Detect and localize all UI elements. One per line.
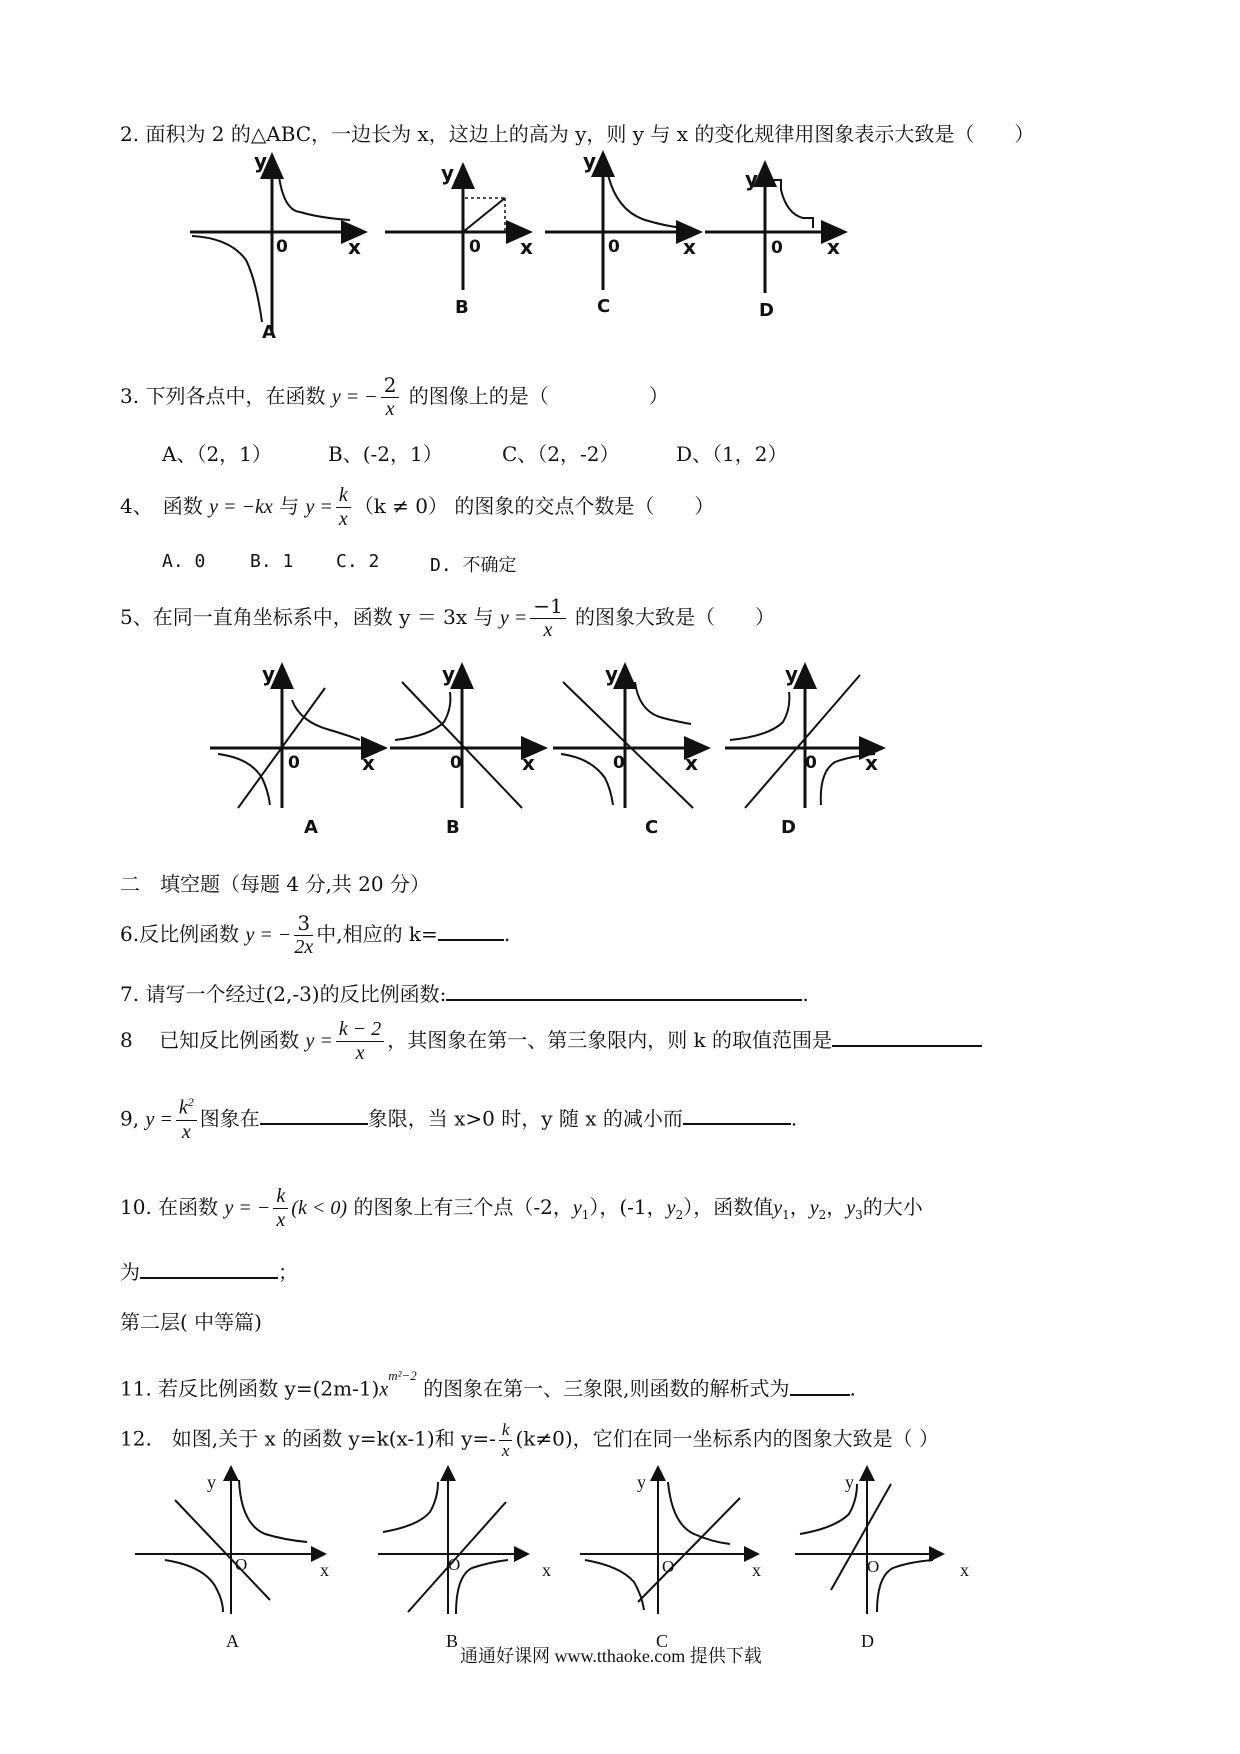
graph-label: A xyxy=(226,1631,239,1651)
curve-quadrant-2 xyxy=(730,692,789,740)
q5-graph-d xyxy=(725,660,890,838)
x-axis-label: x xyxy=(865,751,878,775)
origin-label: 0 xyxy=(450,753,462,773)
question-10: 10. 在函数 y = − $\frac{k}{x}$ (k < 0) 的图象上有三个点（-2，$y_1$），(-1，$y_2$），函数值$y_1$，$y_2$，$y_3$的大小 xyxy=(120,1185,923,1231)
question-4-condition: （k ≠ 0） xyxy=(353,494,449,518)
question-6-fraction: $\frac{3}{2x}$ xyxy=(294,911,314,958)
question-10-condition: (k < 0) xyxy=(291,1197,347,1219)
question-11: 11. 若反比例函数 $y=(2m-1)x^{m^2-2}$ 的图象在第一、三象限,则函数的解析式为 . xyxy=(120,1368,856,1401)
x-axis-label: x xyxy=(362,751,375,775)
q2-graph-c xyxy=(545,148,705,318)
question-9-mid2: 象限，当 x>0 时，y 随 x 的减小而 xyxy=(367,1106,683,1131)
q4-option-a: A. 0 xyxy=(162,551,206,572)
q2-graph-b xyxy=(385,160,535,320)
question-4-prefix: 4、 函数 xyxy=(120,494,203,518)
answer-blank-quadrant[interactable] xyxy=(260,1122,368,1125)
curve-quadrant-2 xyxy=(383,1482,438,1532)
y-axis-label: y xyxy=(845,1472,854,1492)
x-axis-label: x xyxy=(320,1560,329,1580)
question-3-lhs: y = − xyxy=(331,386,378,408)
y-axis-label: y xyxy=(442,662,456,686)
q12-graph-a xyxy=(135,1462,335,1652)
q12-graph-d xyxy=(795,1462,975,1652)
x-axis-label: x xyxy=(520,235,533,259)
q3-option-c: C、（2，-2） xyxy=(502,442,620,466)
x-axis-label: x xyxy=(827,235,840,259)
question-9-fraction: $\frac{k^2}{x}$ xyxy=(176,1096,197,1144)
origin-label: O xyxy=(448,1555,461,1574)
answer-blank[interactable] xyxy=(140,1276,278,1279)
graph-label: C xyxy=(597,296,611,317)
question-6-lhs: y = − xyxy=(245,924,292,946)
q4-option-c: C. 2 xyxy=(336,551,380,572)
curve-quadrant-3 xyxy=(165,1560,223,1612)
graph-label: D xyxy=(781,817,796,838)
curve-third-quadrant xyxy=(192,236,262,322)
origin-label: 0 xyxy=(288,753,300,773)
answer-blank[interactable] xyxy=(790,1393,850,1396)
graph-label: B xyxy=(455,297,469,318)
question-4-lhs: y = xyxy=(305,496,333,518)
curve xyxy=(607,170,683,228)
question-11-suffix: 的图象在第一、三象限,则函数的解析式为 xyxy=(423,1376,790,1401)
line xyxy=(831,1484,891,1590)
question-10-fraction: $\frac{k}{x}$ xyxy=(273,1185,288,1232)
level-2-heading: 第二层( 中等篇) xyxy=(120,1310,262,1334)
question-7-text: 7. 请写一个经过(2,-3)的反比例函数: xyxy=(120,982,447,1006)
x-axis-label: x xyxy=(960,1560,969,1580)
question-7: 7. 请写一个经过(2,-3)的反比例函数: . xyxy=(120,982,809,1006)
question-8-suffix: ，其图象在第一、第三象限内，则 k 的取值范围是 xyxy=(387,1028,833,1052)
q12-graph-c xyxy=(580,1462,770,1652)
x-axis-label: x xyxy=(542,1560,551,1580)
x-axis-label: x xyxy=(683,235,696,259)
question-10-line-2: 为 ； xyxy=(120,1260,298,1284)
question-4-fraction: $\frac{k}{x}$ xyxy=(336,484,351,531)
question-5-lhs: y = xyxy=(499,607,528,629)
question-9-lhs: y = xyxy=(145,1108,173,1131)
y-axis-label: y xyxy=(262,662,276,686)
question-4-f1: y = −kx xyxy=(209,496,273,518)
y-axis-label: y xyxy=(583,149,597,173)
question-4 xyxy=(120,484,714,531)
y-axis-label: y xyxy=(745,167,759,191)
q5-graph-b xyxy=(390,660,550,838)
curve-quadrant-2 xyxy=(395,692,450,740)
curve-quadrant-3 xyxy=(218,754,270,805)
x-axis-label: x xyxy=(685,751,698,775)
curve-quadrant-3 xyxy=(561,754,613,805)
graph-label: A xyxy=(262,322,276,343)
curve-quadrant-1 xyxy=(635,682,691,724)
curve-quadrant-4 xyxy=(877,1560,933,1612)
y-axis-label: y xyxy=(254,149,268,173)
question-8-lhs: y = xyxy=(305,1030,333,1052)
question-3 xyxy=(120,374,669,421)
q12-graph-b xyxy=(378,1462,558,1652)
graph-label: D xyxy=(861,1631,874,1651)
question-9: 9, y = $\frac{k^2}{x}$ 图象在 象限，当 x>0 时，y 随 x 的减小而 . xyxy=(120,1095,798,1143)
question-10-prefix: 10. 在函数 xyxy=(120,1195,219,1219)
question-5-prefix: 5、在同一直角坐标系中，函数 y ＝ 3x 与 xyxy=(120,605,494,629)
q5-graph-a xyxy=(210,660,390,838)
x-axis-label: x xyxy=(752,1560,761,1580)
question-6: 6.反比例函数 y = − $\frac{3}{2x}$ 中,相应的 k= . xyxy=(120,911,511,958)
q3-option-a: A、（2，1） xyxy=(162,442,272,466)
line xyxy=(175,1500,270,1600)
q4-option-d: D. 不确定 xyxy=(430,555,517,576)
question-5-suffix: 的图象大致是（ ） xyxy=(575,605,776,629)
graph-label: C xyxy=(645,817,659,838)
answer-blank[interactable] xyxy=(832,1044,982,1047)
origin-label: 0 xyxy=(608,237,620,257)
y-axis-label: y xyxy=(785,662,799,686)
graph-label: C xyxy=(656,1631,669,1651)
y-axis-label: y xyxy=(605,662,619,686)
question-6-suffix: 中,相应的 k= xyxy=(316,922,438,946)
question-12-prefix: 12. 如图,关于 x 的函数 y=k(x-1)和 y=- xyxy=(120,1426,496,1451)
question-5-fraction: $\frac{-1}{x}$ xyxy=(530,595,565,642)
question-12-suffix: (k≠0)，它们在同一坐标系内的图象大致是（ ） xyxy=(515,1426,940,1451)
q2-graph-a xyxy=(190,149,370,343)
question-8 xyxy=(120,1018,982,1065)
y-axis-label: y xyxy=(637,1472,646,1492)
answer-blank[interactable] xyxy=(438,938,504,941)
curve-quadrant-1 xyxy=(668,1482,730,1544)
q5-graph-c xyxy=(553,660,713,838)
x-axis-label: x xyxy=(522,751,535,775)
origin-label: 0 xyxy=(276,237,288,257)
question-12-fraction: $\frac{k}{x}$ xyxy=(499,1420,513,1460)
question-5 xyxy=(120,595,775,642)
origin-label: 0 xyxy=(805,753,817,773)
y-axis-label: y xyxy=(441,161,455,185)
answer-blank[interactable] xyxy=(446,998,802,1001)
question-3-prefix: 3. 下列各点中，在函数 xyxy=(120,384,326,408)
question-3-fraction: $\frac{2}{x}$ xyxy=(381,374,400,421)
origin-label: 0 xyxy=(613,753,625,773)
question-4-suffix: 的图象的交点个数是（ ） xyxy=(454,494,715,518)
q4-option-b: B. 1 xyxy=(250,551,294,572)
origin-label: 0 xyxy=(771,238,783,258)
question-2 xyxy=(120,122,1034,146)
diagonal-line xyxy=(463,198,505,232)
x-axis-label: x xyxy=(348,235,361,259)
origin-label: O xyxy=(867,1557,880,1576)
question-12 xyxy=(120,1420,939,1460)
question-11-prefix: 11. 若反比例函数 y=(2m-1) xyxy=(120,1376,380,1401)
origin-label: 0 xyxy=(469,237,481,257)
curve-quadrant-3 xyxy=(585,1560,644,1610)
graph-label: D xyxy=(759,300,774,321)
section-2-heading: 二 填空题（每题 4 分,共 20 分） xyxy=(120,872,430,896)
footer-credit: 通通好课网 www.tthaoke.com 提供下载 xyxy=(460,1646,762,1666)
curve-quadrant-4 xyxy=(456,1560,508,1614)
line-y-3x xyxy=(745,675,860,808)
answer-blank-trend[interactable] xyxy=(683,1122,791,1125)
origin-label: O xyxy=(662,1557,675,1576)
question-9-mid: 图象在 xyxy=(199,1106,260,1131)
question-8-prefix: 8 已知反比例函数 xyxy=(120,1028,300,1052)
curve-quadrant-1 xyxy=(239,1480,307,1542)
graph-label: A xyxy=(304,817,318,838)
graph-label: B xyxy=(446,817,460,838)
question-3-suffix: 的图像上的是（ ） xyxy=(408,384,669,408)
question-9-prefix: 9, xyxy=(120,1106,140,1131)
stepped-curve xyxy=(767,180,813,228)
question-10-lhs: y = − xyxy=(224,1197,271,1219)
y-axis-label: y xyxy=(207,1472,216,1492)
question-8-fraction: $\frac{k - 2}{x}$ xyxy=(336,1018,384,1065)
line xyxy=(638,1498,740,1602)
q2-graph-d xyxy=(705,158,850,323)
question-6-prefix: 6.反比例函数 xyxy=(120,922,240,946)
origin-label: O xyxy=(235,1555,248,1574)
line-decreasing xyxy=(563,682,693,808)
graph-label: B xyxy=(446,1631,459,1651)
question-4-mid: 与 xyxy=(279,494,300,518)
q3-option-d: D、（1，2） xyxy=(676,442,788,466)
curve-first-quadrant xyxy=(278,168,350,220)
question-2-text: 2. 面积为 2 的△ABC，一边长为 x，这边上的高为 y，则 y 与 x 的变化规律用图象表示大致是（ ） xyxy=(120,122,1035,146)
q3-option-b: B、(-2，1） xyxy=(328,442,443,466)
